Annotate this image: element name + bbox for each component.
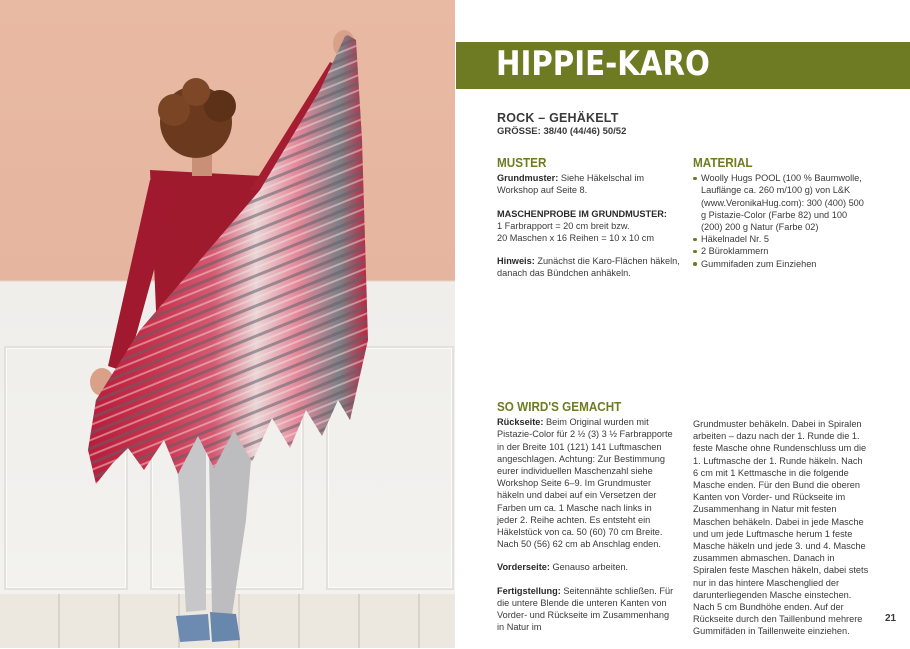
anleitung-section bbox=[497, 401, 674, 644]
page-number: 21 bbox=[885, 613, 897, 624]
maschenprobe-paragraph: MASCHENPROBE IM GRUNDMUSTER: 1 Farbrapport = 20 cm breit bzw. 20 Maschen x 16 Reihen = 10 x 10 cm bbox=[497, 208, 667, 244]
muster-heading: MUSTER bbox=[497, 155, 547, 170]
material-item: Häkelnadel Nr. 5 bbox=[693, 233, 868, 245]
hinweis-paragraph: Hinweis: Zunächst die Karo-Flächen häkeln, danach das Bündchen anhäkeln. bbox=[497, 256, 680, 279]
material-heading: MATERIAL bbox=[693, 155, 753, 170]
material-list bbox=[693, 172, 868, 270]
grundmuster-paragraph: Grundmuster: Siehe Häkelschal im Workshop auf Seite 8. bbox=[497, 173, 645, 196]
material-item: 2 Büroklammern bbox=[693, 245, 868, 257]
muster-section bbox=[497, 157, 682, 291]
anleitung-heading: SO WIRD'S GEMACHT bbox=[497, 399, 622, 414]
rueckseite-paragraph: Rückseite: Beim Original wurden mit Pistazie-Color für 2 ½ (3) 3 ½ Farbrapporte in der Breite 101 (121) 141 Luftmaschen angeschlagen. Achtung: Zur Bestimmung eurer individuellen Maschenzahl siehe Workshop Seite 6–9. Im Grundmuster häkeln und dabei auf ein Versetzen der Farben um ca. 1 Masche nach links in jeder 2. Reihe achten. Es entsteht ein Häkelstück von ca. 50 (60) 70 cm Breite. Nach 50 (56) 62 cm ab Anschlag enden. bbox=[497, 417, 673, 550]
cover-photo bbox=[0, 0, 455, 648]
page-title: HIPPIE-KARO bbox=[496, 44, 710, 84]
anleitung-paragraph-continued: Grundmuster behäkeln. Dabei in Spiralen arbeiten – dazu nach der 1. Runde die 1. feste Masche ohne Rundenschluss um die 1. Luftmasche der 1. Runde häkeln. Nach 6 cm mit 1 Kettmasche in die folgende Masche enden. Für den Bund die oberen Kanten von Vorder- und Rückseite im Zusammenhang in Natur mit festen Maschen behäkeln. Dabei in jede Masche und um jede Luftmasche herum 1 feste Masche häkeln und jede 3. und 4. Masche zusammen abmaschen. Danach in Spiralen feste Maschen häkeln, dabei stets nur in das hintere Maschenglied der darunterliegenden Masche einstechen. Nach 5 cm Bundhöhe enden. Auf der Rückseite durch den Taillenbund mehrere Gummifäden in Taillenweite einziehen. bbox=[693, 419, 869, 637]
fertigstellung-paragraph: Fertigstellung: Seitennähte schließen. Für die untere Blende die unteren Kanten von Vorder- und Rückseite im Zusammenhang in Natur im bbox=[497, 585, 674, 633]
title-bar bbox=[456, 42, 910, 89]
material-item: Gummifaden zum Einziehen bbox=[693, 258, 868, 270]
material-section bbox=[693, 157, 868, 270]
material-item: Woolly Hugs POOL (100 % Baumwolle, Lauflänge ca. 260 m/100 g) von L&K (www.VeronikaHug.com): 300 (400) 500 g Pistazie-Color (Farbe 82) und 100 (200) 200 g Natur (Farbe 02) bbox=[693, 172, 868, 233]
anleitung-continued bbox=[693, 418, 869, 649]
vorderseite-paragraph: Vorderseite: Genauso arbeiten. bbox=[497, 562, 629, 573]
size-info: GRÖSSE: 38/40 (44/46) 50/52 bbox=[497, 126, 627, 137]
pattern-subtitle: ROCK – GEHÄKELT bbox=[497, 111, 619, 125]
model-with-shawl bbox=[0, 0, 455, 648]
